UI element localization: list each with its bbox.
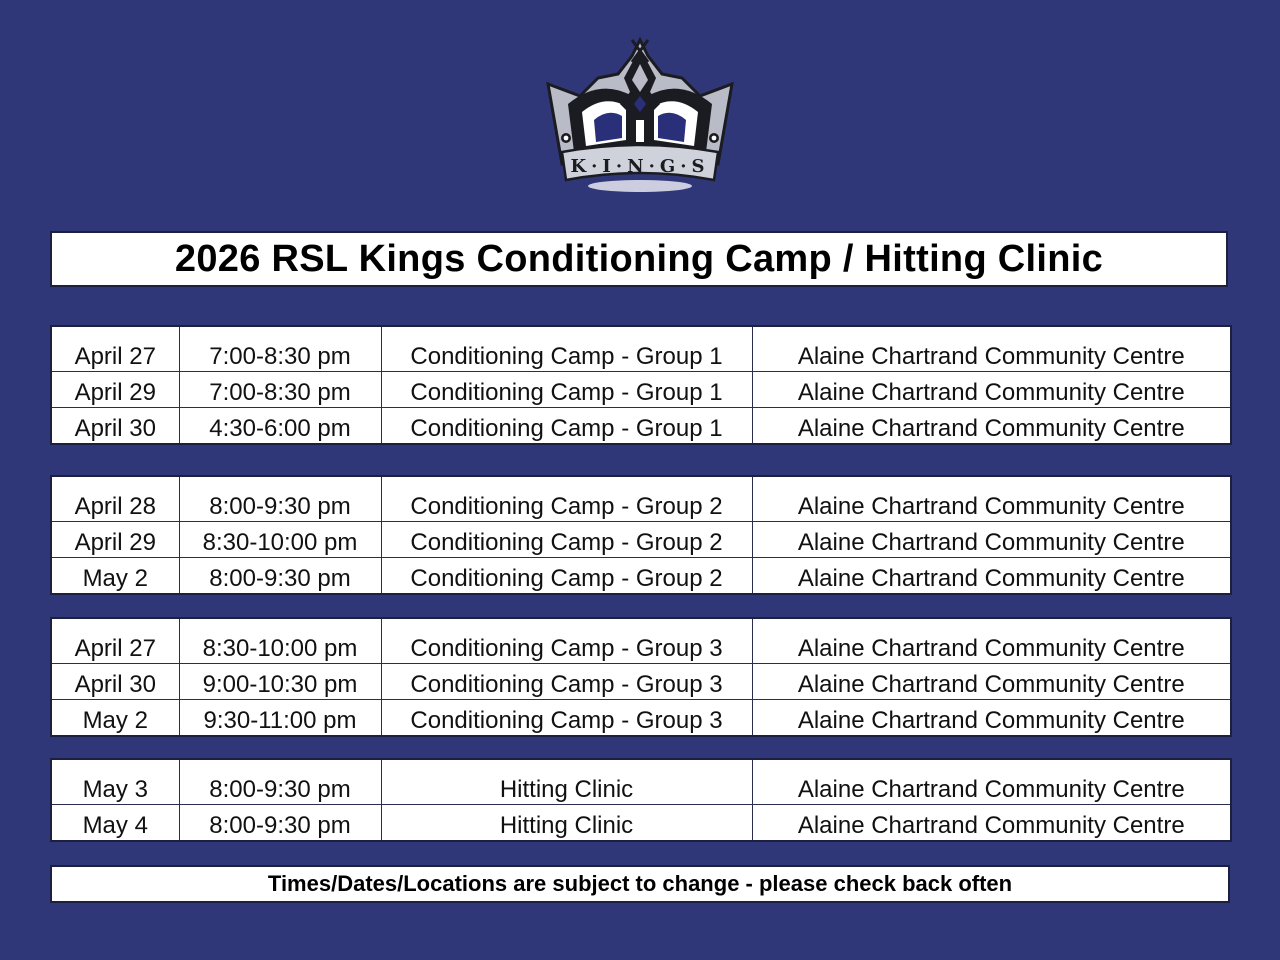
location-cell: Alaine Chartrand Community Centre [752,558,1231,595]
table-row [51,522,1231,558]
event-cell: Conditioning Camp - Group 3 [381,618,752,664]
location-cell: Alaine Chartrand Community Centre [752,408,1231,445]
date-cell: May 2 [51,558,179,595]
table-row [51,805,1231,842]
time-cell: 8:00-9:30 pm [179,476,381,522]
time-cell: 8:00-9:30 pm [179,805,381,842]
location-cell: Alaine Chartrand Community Centre [752,326,1231,372]
schedule-group-4 [50,758,1232,842]
time-cell: 8:30-10:00 pm [179,522,381,558]
schedule-group-1 [50,325,1232,445]
location-cell: Alaine Chartrand Community Centre [752,476,1231,522]
table-row [51,408,1231,445]
location-cell: Alaine Chartrand Community Centre [752,522,1231,558]
time-cell: 7:00-8:30 pm [179,372,381,408]
event-cell: Hitting Clinic [381,805,752,842]
date-cell: April 30 [51,408,179,445]
schedule-group-2 [50,475,1232,595]
event-cell: Conditioning Camp - Group 1 [381,408,752,445]
date-cell: April 28 [51,476,179,522]
table-row [51,558,1231,595]
time-cell: 8:00-9:30 pm [179,759,381,805]
date-cell: April 27 [51,326,179,372]
event-cell: Hitting Clinic [381,759,752,805]
date-cell: April 27 [51,618,179,664]
time-cell: 9:00-10:30 pm [179,664,381,700]
disclaimer-text: Times/Dates/Locations are subject to change - please check back often [267,871,1013,896]
time-cell: 4:30-6:00 pm [179,408,381,445]
location-cell: Alaine Chartrand Community Centre [752,664,1231,700]
footer-banner [50,865,1230,903]
location-cell: Alaine Chartrand Community Centre [752,759,1231,805]
time-cell: 9:30-11:00 pm [179,700,381,737]
table-row [51,476,1231,522]
event-cell: Conditioning Camp - Group 1 [381,326,752,372]
location-cell: Alaine Chartrand Community Centre [752,372,1231,408]
event-cell: Conditioning Camp - Group 2 [381,522,752,558]
location-cell: Alaine Chartrand Community Centre [752,700,1231,737]
time-cell: 8:30-10:00 pm [179,618,381,664]
table-row [51,759,1231,805]
event-cell: Conditioning Camp - Group 2 [381,476,752,522]
table-row [51,618,1231,664]
date-cell: April 30 [51,664,179,700]
location-cell: Alaine Chartrand Community Centre [752,805,1231,842]
date-cell: May 4 [51,805,179,842]
date-cell: April 29 [51,372,179,408]
date-cell: May 3 [51,759,179,805]
event-cell: Conditioning Camp - Group 3 [381,664,752,700]
time-cell: 7:00-8:30 pm [179,326,381,372]
svg-text:K·I·N·G·S: K·I·N·G·S [570,156,710,177]
location-cell: Alaine Chartrand Community Centre [752,618,1231,664]
kings-crown-logo [540,34,740,200]
table-row [51,700,1231,737]
page-title: 2026 RSL Kings Conditioning Camp / Hitting Clinic [174,237,1104,280]
schedule-group-3 [50,617,1232,737]
time-cell: 8:00-9:30 pm [179,558,381,595]
date-cell: April 29 [51,522,179,558]
event-cell: Conditioning Camp - Group 1 [381,372,752,408]
table-row [51,372,1231,408]
table-row [51,664,1231,700]
event-cell: Conditioning Camp - Group 3 [381,700,752,737]
title-banner [50,231,1228,287]
event-cell: Conditioning Camp - Group 2 [381,558,752,595]
table-row [51,326,1231,372]
date-cell: May 2 [51,700,179,737]
